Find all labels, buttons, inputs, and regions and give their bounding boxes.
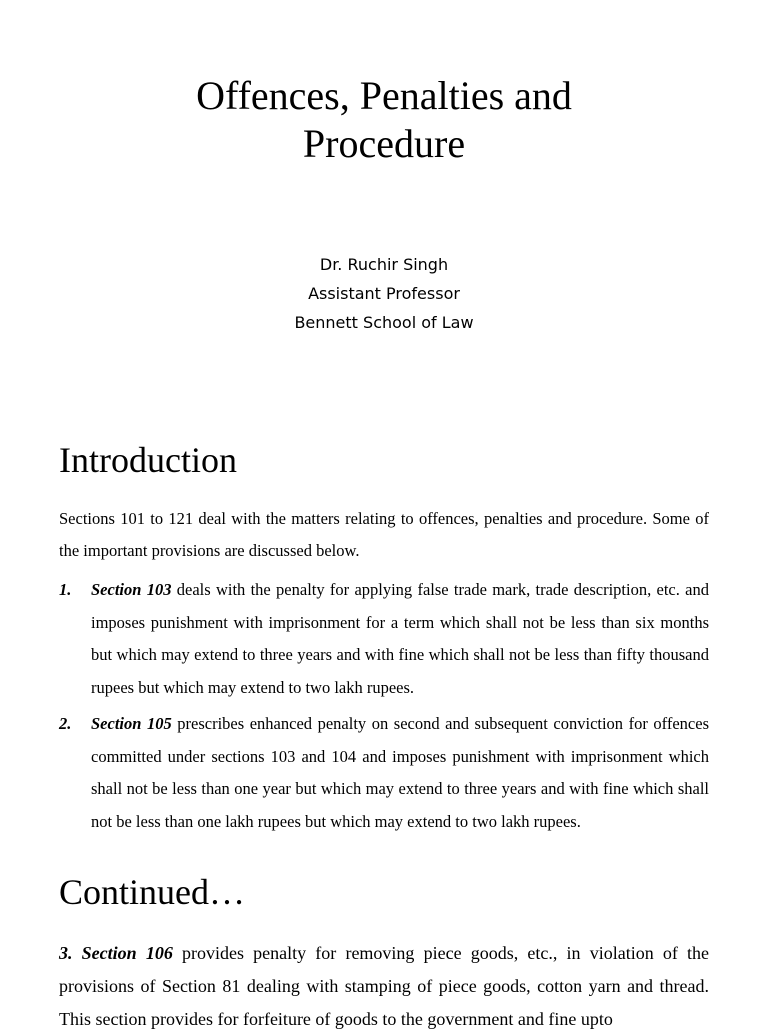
title-line-2: Procedure bbox=[302, 121, 466, 166]
continued-heading: Continued… bbox=[59, 872, 245, 912]
provision-list-item-2 bbox=[59, 708, 709, 838]
section-reference: Section 105 bbox=[91, 714, 172, 733]
list-number: 1. bbox=[59, 580, 72, 599]
provision-text: provides penalty for removing piece goods, etc., in violation of the provisions of Section 81 dealing with stamping of piece goods, cotton yarn and thread. This section provides for forfeiture of goods to the government and fine upto bbox=[59, 943, 710, 1029]
section-reference: Section 103 bbox=[91, 580, 172, 599]
title-line-1: Offences, Penalties and bbox=[196, 73, 572, 118]
introduction-paragraph: Sections 101 to 121 deal with the matters relating to offences, penalties and procedure. Some of the important provisions are discussed below. bbox=[59, 509, 709, 560]
list-item bbox=[59, 574, 709, 704]
provision-text: deals with the penalty for applying false trade mark, trade description, etc. and imposes punishment with imprisonment for a term which shall not be less than six months but which may extend to three years and with fine which shall not be less than fifty thousand rupees but which may extend to two lakh rupees. bbox=[91, 580, 710, 697]
author-institution: Bennett School of Law bbox=[294, 313, 474, 332]
author-block bbox=[0, 250, 768, 337]
provision-text: prescribes enhanced penalty on second and subsequent conviction for offences committed under sections 103 and 104 and imposes punishment with imprisonment which shall not be less than one year but which may extend to three years and with fine which shall not be less than one lakh rupees but which may extend to two lakh rupees. bbox=[91, 714, 709, 831]
author-position: Assistant Professor bbox=[308, 284, 460, 303]
section-reference: Section 106 bbox=[81, 943, 173, 963]
provision-list-item-1 bbox=[59, 574, 709, 704]
author-name: Dr. Ruchir Singh bbox=[319, 255, 449, 274]
introduction-heading: Introduction bbox=[59, 440, 237, 480]
continued-paragraph bbox=[59, 937, 709, 1036]
list-item bbox=[59, 708, 709, 838]
list-number: 3. bbox=[59, 943, 73, 963]
list-number: 2. bbox=[59, 714, 72, 733]
document-title bbox=[0, 72, 768, 168]
